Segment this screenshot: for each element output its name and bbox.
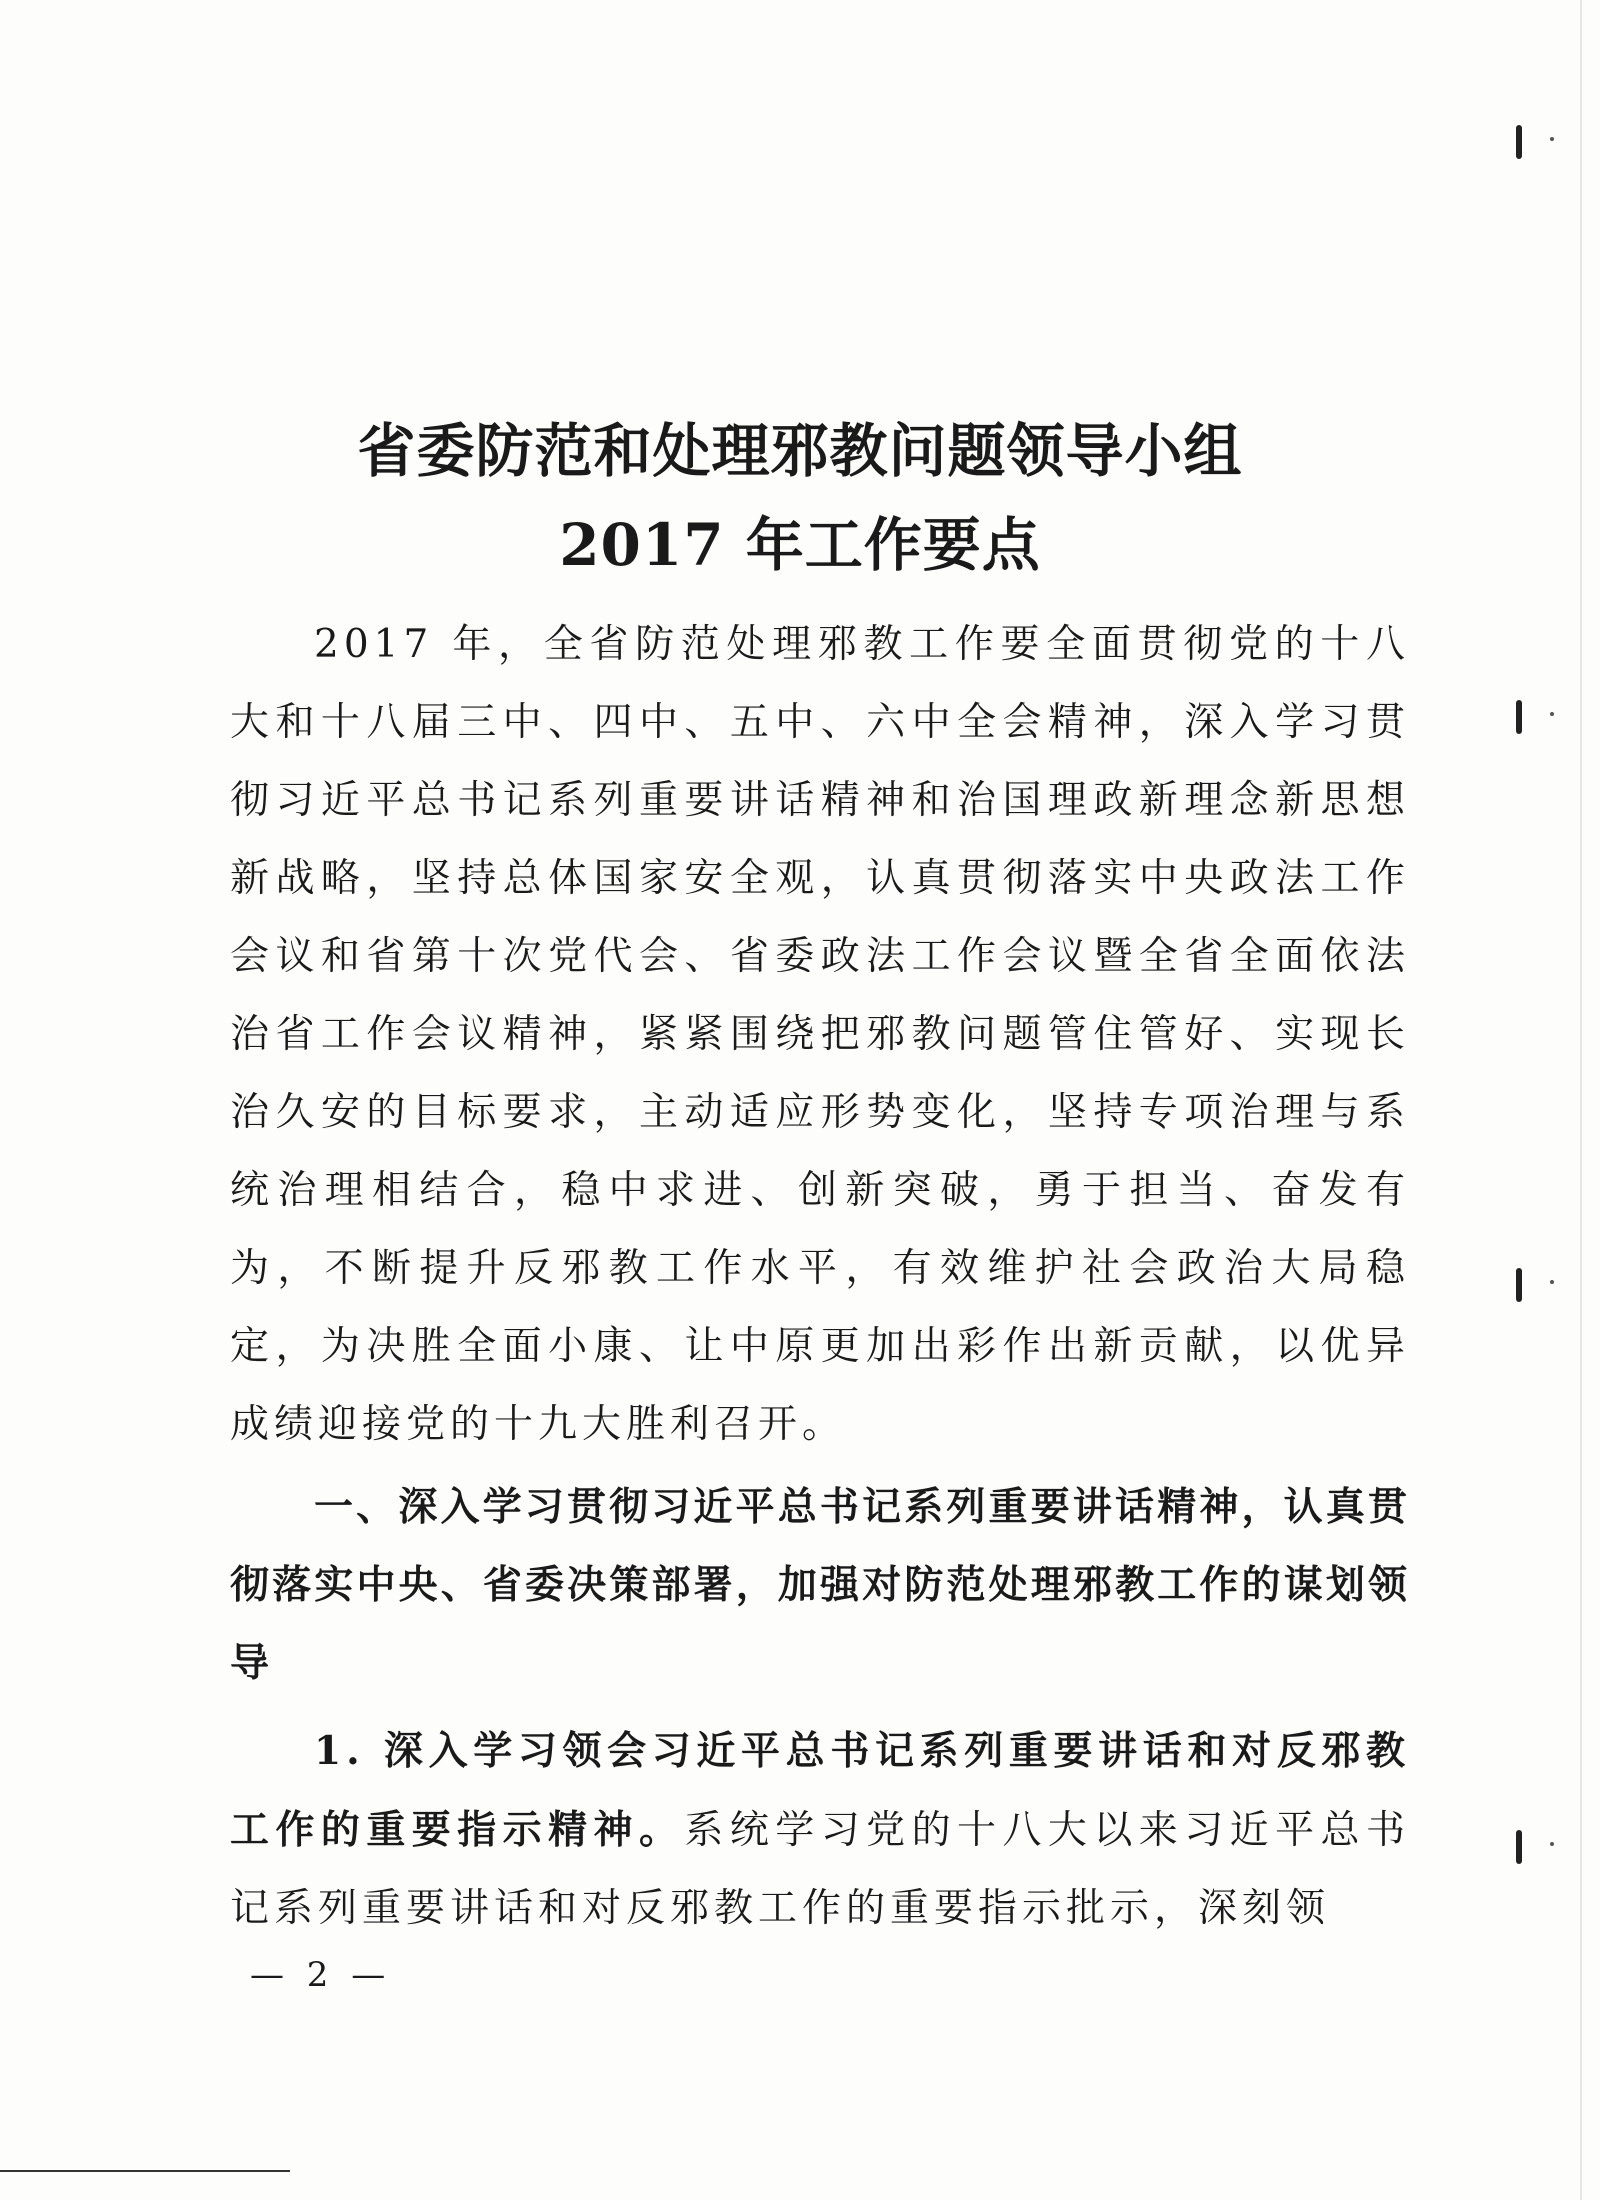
list-item-1 bbox=[230, 1712, 1410, 1948]
page-number: — 2 — bbox=[250, 1955, 392, 1995]
intro-paragraph: 2017 年，全省防范处理邪教工作要全面贯彻党的十八大和十八届三中、四中、五中、六中全会精神，深入学习贯彻习近平总书记系列重要讲话精神和治国理政新理念新思想新战略，坚持总体国家安全观，认真贯彻落实中央政法工作会议和省第十次党代会、省委政法工作会议暨全省全面依法治省工作会议精神，紧紧围绕把邪教问题管住管好、实现长治久安的目标要求，主动适应形势变化，坚持专项治理与系统治理相结合，稳中求进、创新突破，勇于担当、奋发有为，不断提升反邪教工作水平，有效维护社会政治大局稳定，为决胜全面小康、让中原更加出彩作出新贡献，以优异成绩迎接党的十九大胜利召开。 bbox=[230, 622, 1410, 1447]
list-item-1-lead: 1. 深入学习领会习近平总书记系列重要讲话和对反邪教工作的重要指示精神。 bbox=[230, 1728, 1410, 1853]
document-body bbox=[230, 606, 1410, 1948]
document-title: 省委防范和处理邪教问题领导小组 bbox=[357, 417, 1243, 485]
binding-hole-mark-2 bbox=[1514, 700, 1524, 734]
binding-hole-mark-4 bbox=[1514, 1830, 1524, 1864]
scan-edge-line bbox=[0, 2170, 290, 2172]
page-edge-shadow bbox=[1580, 0, 1582, 2200]
list-item-1-body: 系统学习党的十八大以来习近平总书记系列重要讲话和对反邪教工作的重要指示批示，深刻领 bbox=[230, 1808, 1410, 1931]
document-subtitle: 2017 年工作要点 bbox=[559, 511, 1041, 579]
binding-hole-mark-3 bbox=[1514, 1268, 1524, 1302]
binding-hole-mark-1 bbox=[1514, 125, 1524, 159]
section-heading-1: 一、深入学习贯彻习近平总书记系列重要讲话精神，认真贯彻落实中央、省委决策部署，加强对防范处理邪教工作的谋划领导 bbox=[230, 1484, 1410, 1686]
